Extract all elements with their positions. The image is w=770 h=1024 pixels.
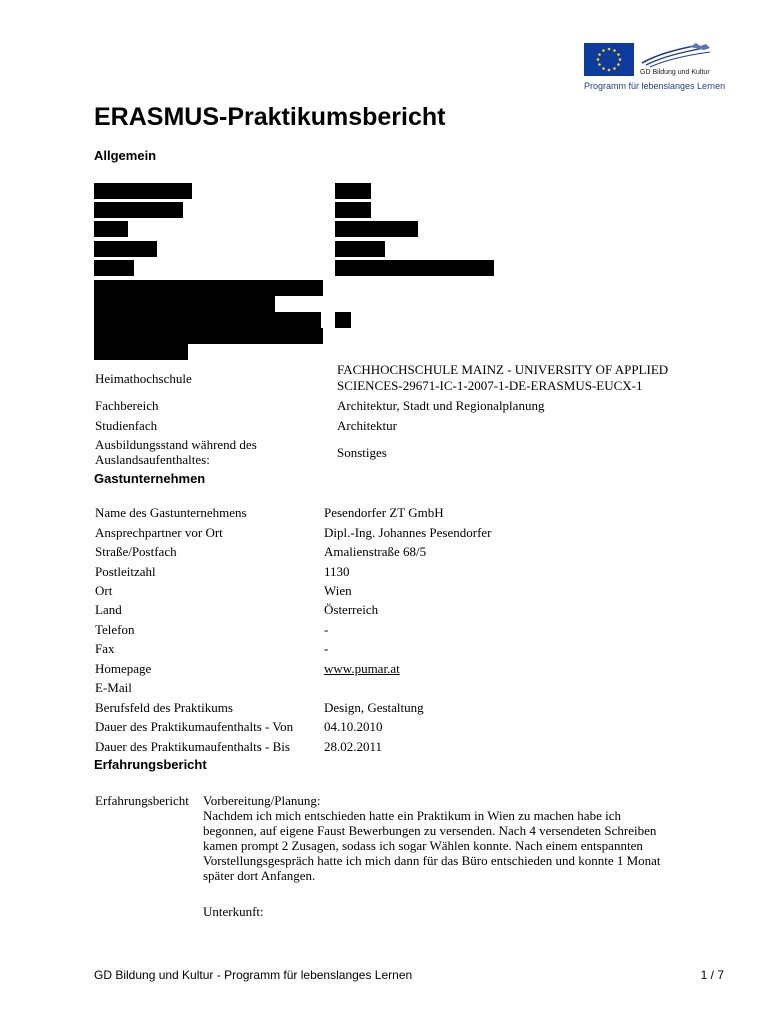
redaction-block xyxy=(94,241,157,257)
home-label-department: Fachbereich xyxy=(95,398,159,413)
redaction-block xyxy=(335,312,351,328)
home-value-institution: FACHHOCHSCHULE MAINZ - UNIVERSITY OF APPLIED SCIENCES-29671-IC-1-2007-1-DE-ERASMUS-EUCX-1 xyxy=(337,362,669,393)
host-label: Straße/Postfach xyxy=(95,544,177,559)
redaction-block xyxy=(94,221,128,237)
host-label: Telefon xyxy=(95,622,135,637)
home-label-subject: Studienfach xyxy=(95,418,158,433)
report-paragraph xyxy=(203,808,723,883)
host-value: Pesendorfer ZT GmbH xyxy=(324,505,444,520)
report-heading-planning: Vorbereitung/Planung: xyxy=(203,793,321,808)
host-value: Design, Gestaltung xyxy=(324,700,424,715)
footer-text: GD Bildung und Kultur - Programm für lebenslanges Lernen xyxy=(94,968,413,982)
redaction-block xyxy=(94,202,183,218)
host-label: Land xyxy=(95,602,122,617)
report-line: kamen prompt 2 Zusagen, sodass ich sogar Wählen konnte. Nach einem entspannten xyxy=(203,838,643,853)
host-label: Fax xyxy=(95,641,115,656)
lifelong-learning-wings-icon xyxy=(640,43,722,69)
redaction-block xyxy=(335,241,385,257)
host-value: Wien xyxy=(324,583,352,598)
host-homepage-link-cell xyxy=(324,661,400,676)
page-title: ERASMUS-Praktikumsbericht xyxy=(94,103,446,131)
host-label: Dauer des Praktikumaufenthalts - Bis xyxy=(95,739,290,754)
host-value: Österreich xyxy=(324,602,379,617)
home-value-subject: Architektur xyxy=(337,418,397,433)
host-value: - xyxy=(324,641,329,656)
host-value: 1130 xyxy=(324,564,350,579)
redaction-block xyxy=(94,312,321,328)
host-value: 04.10.2010 xyxy=(324,719,383,734)
redaction-block xyxy=(335,221,418,237)
home-value-level: Sonstiges xyxy=(337,445,387,460)
homepage-link[interactable]: www.pumar.at xyxy=(324,661,400,676)
host-label: Name des Gastunternehmens xyxy=(95,505,247,520)
host-label: Berufsfeld des Praktikums xyxy=(95,700,233,715)
eu-flag-icon xyxy=(584,43,634,76)
home-label-institution: Heimathochschule xyxy=(95,371,192,386)
redaction-block xyxy=(335,260,494,276)
host-label: E-Mail xyxy=(95,680,132,695)
host-label: Ort xyxy=(95,583,113,598)
section-host-heading: Gastunternehmen xyxy=(94,471,206,486)
host-label: Dauer des Praktikumaufenthalts - Von xyxy=(95,719,294,734)
section-general-heading: Allgemein xyxy=(94,148,157,163)
host-value: 28.02.2011 xyxy=(324,739,383,754)
home-value-department: Architektur, Stadt und Regionalplanung xyxy=(337,398,545,413)
section-report-heading: Erfahrungsbericht xyxy=(94,757,207,772)
report-line: Vorstellungsgespräch hatte ich mich dann für das Büro entschieden und konnte 1 Monat xyxy=(203,853,661,868)
eu-logo xyxy=(583,43,725,93)
redaction-block xyxy=(94,280,323,296)
report-line: begonnen, auf eigene Faust Bewerbungen zu versenden. Nach 4 versendeten Schreiben xyxy=(203,823,657,838)
report-line: später dort Anfangen. xyxy=(203,868,316,883)
page-number: 1 / 7 xyxy=(700,968,724,982)
report-line: Nachdem ich mich entschieden hatte ein Praktikum in Wien zu machen habe ich xyxy=(203,808,621,823)
logo-line1: GD Bildung und Kultur xyxy=(640,69,710,76)
host-label: Postleitzahl xyxy=(95,564,156,579)
redaction-block xyxy=(94,328,323,344)
host-label: Ansprechpartner vor Ort xyxy=(95,525,223,540)
host-value: Amalienstraße 68/5 xyxy=(324,544,427,559)
redaction-block xyxy=(335,202,371,218)
redaction-block xyxy=(94,296,275,312)
logo-line2: Programm für lebenslanges Lernen xyxy=(584,81,726,91)
report-label: Erfahrungsbericht xyxy=(95,793,189,808)
host-label: Homepage xyxy=(95,661,152,676)
redaction-block xyxy=(94,344,188,360)
redaction-block xyxy=(335,183,371,199)
home-label-level: Ausbildungsstand während des Auslandsaufenthaltes: xyxy=(95,437,257,467)
redaction-block xyxy=(94,260,134,276)
redaction-block xyxy=(94,183,192,199)
host-value: Dipl.-Ing. Johannes Pesendorfer xyxy=(324,525,492,540)
report-heading-accommodation: Unterkunft: xyxy=(203,904,264,919)
host-value: - xyxy=(324,622,329,637)
